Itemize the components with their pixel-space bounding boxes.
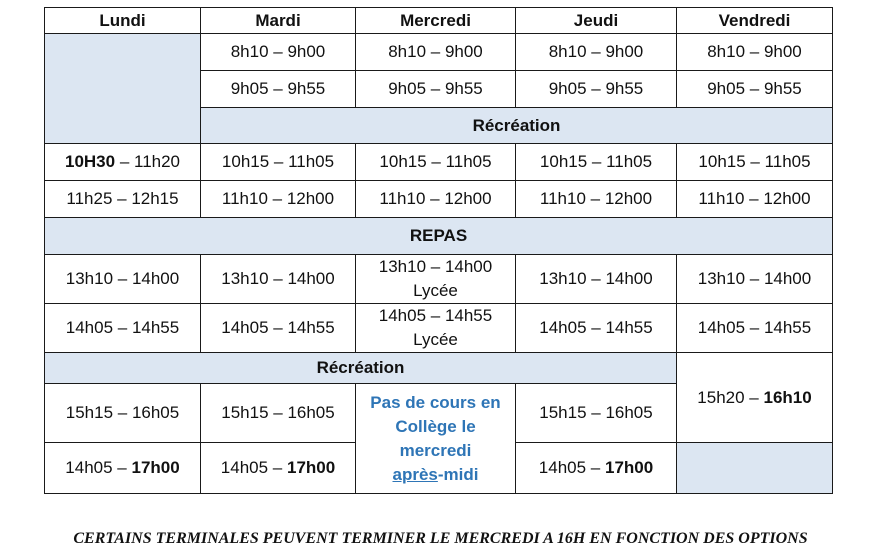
day-header-lundi: Lundi bbox=[45, 8, 201, 34]
mercredi-note-line: Pas de cours en bbox=[370, 392, 501, 412]
footer-note: CERTAINS TERMINALES PEUVENT TERMINER LE MERCREDI A 16H EN FONCTION DES OPTIONS bbox=[73, 530, 808, 547]
slot-cell: 11h10 – 12h00 bbox=[677, 181, 833, 218]
slot-cell: 15h15 – 16h05 bbox=[45, 384, 201, 443]
slot-cell: 11h10 – 12h00 bbox=[201, 181, 356, 218]
empty-shaded-cell bbox=[45, 34, 201, 144]
day-header-mardi: Mardi bbox=[201, 8, 356, 34]
slot-cell: 14h05 – 14h55 bbox=[516, 304, 677, 353]
slot-cell-lycee bbox=[356, 304, 516, 353]
slot-cell bbox=[45, 443, 201, 494]
slot-start: 14h05 – bbox=[65, 458, 132, 477]
slot-cell: 15h15 – 16h05 bbox=[201, 384, 356, 443]
slot-cell: 14h05 – 14h55 bbox=[201, 304, 356, 353]
mercredi-note-line: mercredi bbox=[399, 440, 472, 460]
empty-shaded-cell bbox=[677, 443, 833, 494]
slot-end: – 11h20 bbox=[115, 152, 181, 171]
slot-end-bold: 17h00 bbox=[604, 458, 654, 477]
slot-cell: 13h10 – 14h00 bbox=[516, 255, 677, 304]
slot-start-bold: 10H30 bbox=[64, 152, 116, 171]
mercredi-note-line bbox=[356, 463, 515, 487]
slot-cell bbox=[516, 443, 677, 494]
slot-cell: 11h10 – 12h00 bbox=[356, 181, 516, 218]
slot-cell bbox=[201, 443, 356, 494]
recreation-row-2 bbox=[45, 353, 833, 384]
lycee-label: Lycée bbox=[413, 281, 458, 300]
table-row bbox=[45, 144, 833, 181]
recreation-band: Récréation bbox=[201, 108, 833, 144]
slot-cell: 8h10 – 9h00 bbox=[201, 34, 356, 71]
slot-cell: 9h05 – 9h55 bbox=[201, 71, 356, 108]
slot-cell: 14h05 – 14h55 bbox=[45, 304, 201, 353]
day-header-jeudi: Jeudi bbox=[516, 8, 677, 34]
mercredi-note-underlined: après bbox=[392, 464, 438, 484]
slot-time: 14h05 – 14h55 bbox=[378, 306, 493, 325]
slot-cell: 8h10 – 9h00 bbox=[356, 34, 516, 71]
mercredi-note-cell bbox=[356, 384, 516, 494]
mercredi-note-line: Collège le bbox=[395, 416, 476, 436]
slot-cell: 11h10 – 12h00 bbox=[516, 181, 677, 218]
table-row bbox=[45, 181, 833, 218]
slot-cell: 9h05 – 9h55 bbox=[356, 71, 516, 108]
slot-cell: 15h15 – 16h05 bbox=[516, 384, 677, 443]
lunch-band: REPAS bbox=[45, 218, 833, 255]
slot-cell: 13h10 – 14h00 bbox=[677, 255, 833, 304]
slot-cell: 11h25 – 12h15 bbox=[45, 181, 201, 218]
slot-end-bold: 16h10 bbox=[763, 387, 812, 407]
slot-cell: 13h10 – 14h00 bbox=[45, 255, 201, 304]
schedule-table bbox=[44, 7, 833, 494]
slot-cell-vendredi-late bbox=[677, 353, 833, 443]
slot-cell: 13h10 – 14h00 bbox=[201, 255, 356, 304]
day-header-vendredi: Vendredi bbox=[677, 8, 833, 34]
slot-cell: 8h10 – 9h00 bbox=[677, 34, 833, 71]
slot-cell-lycee bbox=[356, 255, 516, 304]
slot-end-bold: 17h00 bbox=[131, 458, 180, 477]
slot-start: 15h20 – bbox=[697, 387, 764, 407]
slot-cell: 8h10 – 9h00 bbox=[516, 34, 677, 71]
slot-end-bold: 17h00 bbox=[286, 458, 336, 477]
table-row bbox=[45, 304, 833, 353]
day-header-mercredi: Mercredi bbox=[356, 8, 516, 34]
slot-cell: 10h15 – 11h05 bbox=[201, 144, 356, 181]
lunch-row bbox=[45, 218, 833, 255]
slot-cell: 9h05 – 9h55 bbox=[516, 71, 677, 108]
slot-start: 14h05 – bbox=[220, 458, 287, 477]
slot-cell: 10h15 – 11h05 bbox=[677, 144, 833, 181]
slot-time: 13h10 – 14h00 bbox=[378, 257, 493, 276]
slot-cell: 14h05 – 14h55 bbox=[677, 304, 833, 353]
slot-cell: 10h15 – 11h05 bbox=[516, 144, 677, 181]
header-row bbox=[45, 8, 833, 34]
lycee-label: Lycée bbox=[413, 330, 458, 349]
slot-cell bbox=[45, 144, 201, 181]
table-row bbox=[45, 255, 833, 304]
mercredi-note-suffix: -midi bbox=[437, 464, 479, 484]
table-row bbox=[45, 34, 833, 71]
recreation-band-2: Récréation bbox=[45, 353, 677, 384]
slot-cell: 9h05 – 9h55 bbox=[677, 71, 833, 108]
slot-start: 14h05 – bbox=[538, 458, 605, 477]
slot-cell: 10h15 – 11h05 bbox=[356, 144, 516, 181]
